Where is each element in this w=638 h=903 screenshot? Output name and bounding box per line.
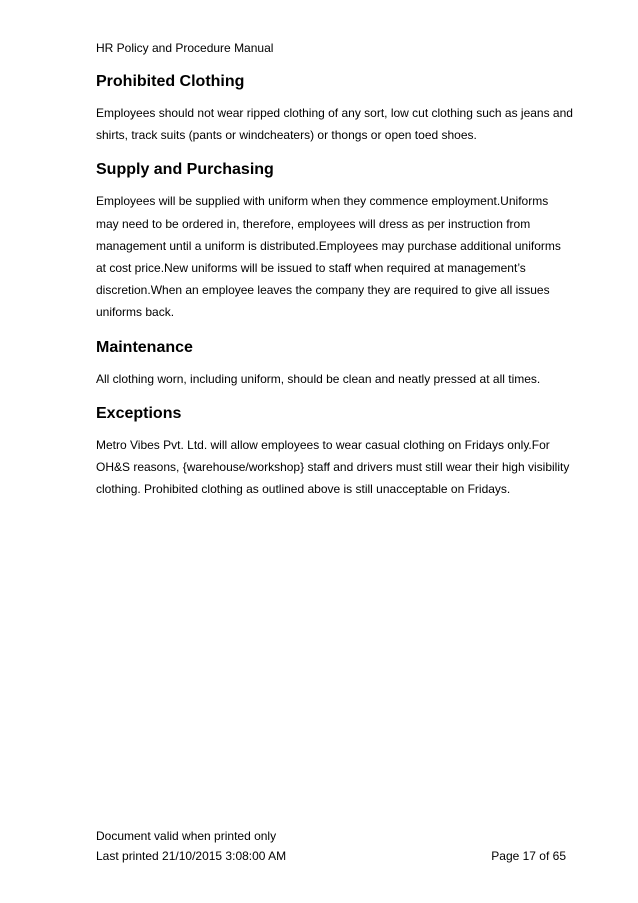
section-body (96, 368, 571, 390)
body-line: All clothing worn, including uniform, should be clean and neatly pressed at all times. (96, 371, 541, 386)
body-line: discretion.When an employee leaves the company they are required to give all issues (96, 283, 550, 298)
body-line: shirts, track suits (pants or windcheaters) or thongs or open toed shoes. (96, 128, 477, 143)
body-line: OH&S reasons, {warehouse/workshop} staff and drivers must still wear their high visibility (96, 460, 570, 475)
body-line: clothing. Prohibited clothing as outlined above is still unacceptable on Fridays. (96, 482, 511, 497)
section-exceptions (96, 404, 571, 501)
footer-print-info (96, 848, 566, 864)
section-body (96, 434, 571, 501)
section-heading: Prohibited Clothing (96, 73, 245, 90)
body-line: at cost price.New uniforms will be issued to staff when required at management’s (96, 261, 526, 276)
body-line: Metro Vibes Pvt. Ltd. will allow employees to wear casual clothing on Fridays only.For (96, 437, 550, 452)
document-content (96, 72, 571, 514)
section-maintenance (96, 338, 571, 390)
body-line: Employees should not wear ripped clothing of any sort, low cut clothing such as jeans and (96, 106, 573, 120)
body-line: may need to be ordered in, therefore, employees will dress as per instruction from (96, 216, 531, 231)
body-line: Employees will be supplied with uniform when they commence employment.Uniforms (96, 194, 549, 209)
body-line: uniforms back. (96, 305, 175, 320)
footer-validity-note: Document valid when printed only (96, 829, 277, 843)
running-header: HR Policy and Procedure Manual (96, 41, 274, 55)
section-heading: Exceptions (96, 404, 182, 422)
section-heading: Supply and Purchasing (96, 161, 274, 179)
page-number: Page 17 of 65 (491, 849, 566, 863)
section-body (96, 190, 571, 323)
section-heading: Maintenance (96, 338, 193, 356)
section-supply-and-purchasing (96, 160, 571, 323)
section-prohibited-clothing (96, 72, 571, 146)
section-body (96, 102, 571, 146)
body-line: management until a uniform is distributed.Employees may purchase additional uniforms (96, 238, 561, 253)
last-printed-date: Last printed 21/10/2015 3:08:00 AM (96, 849, 287, 863)
